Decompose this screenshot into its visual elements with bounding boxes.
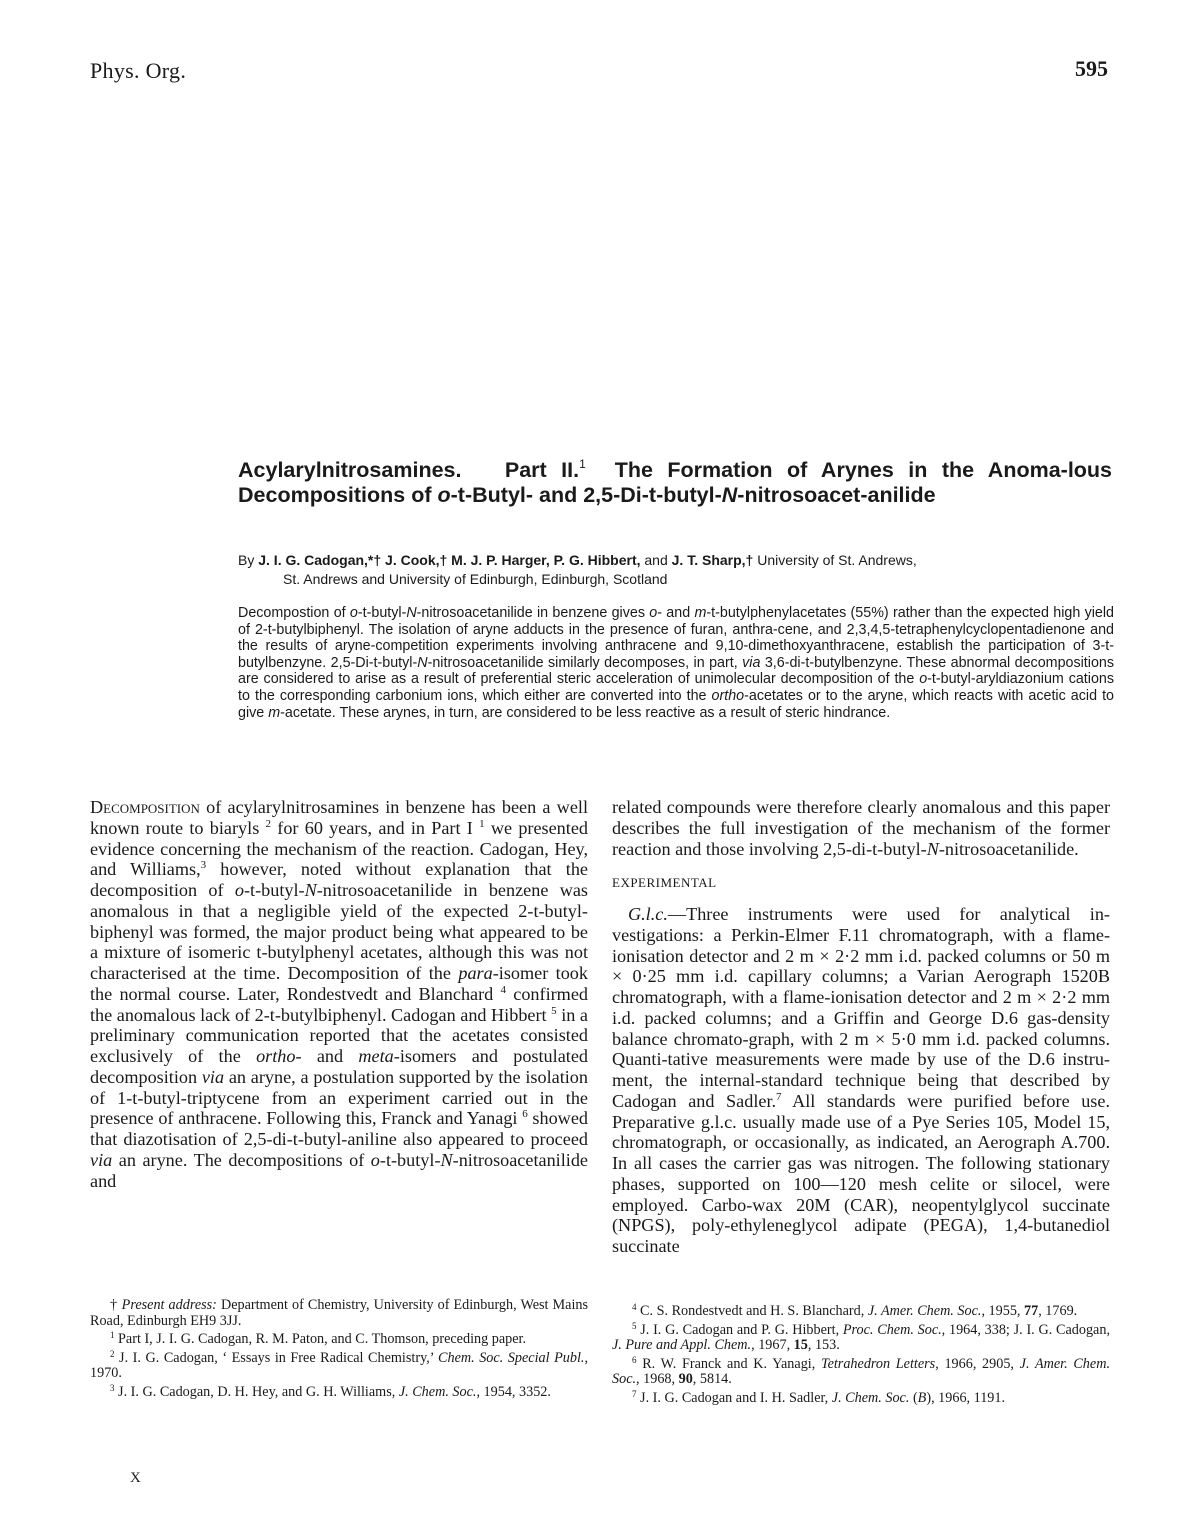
footnote-6 xyxy=(612,1354,1110,1388)
footnote-text: ), 1966, 1191. xyxy=(926,1389,1006,1406)
footnote-italic: Present address: xyxy=(121,1297,217,1313)
footnote-mark: 3 xyxy=(110,1382,115,1393)
footnote-volume: 90 xyxy=(678,1371,693,1388)
body-italic: via xyxy=(90,1149,113,1170)
citation-mark: 6 xyxy=(522,1108,528,1121)
body-text: for 60 years, and in Part I xyxy=(271,817,480,838)
page-number: 595 xyxy=(1075,56,1108,81)
footnote-text: , 1955, xyxy=(981,1303,1024,1319)
title-part-a: Acylarylnitrosamines. xyxy=(238,458,462,482)
footnote-mark: 2 xyxy=(110,1348,115,1359)
abstract-italic: o xyxy=(649,605,658,621)
body-italic: via xyxy=(201,1066,225,1087)
author-block xyxy=(238,551,1118,589)
footnote-text: , 1966, 2905, xyxy=(935,1355,1020,1372)
body-text: - and xyxy=(295,1046,359,1066)
body-text: —Three instruments were used for analytical in-vestigations: a Perkin-Elmer F.11 chromatograph, with a flame-ionisation detector and 2 m × 2·2 mm i.d. packed columns or 50 m × 0·25 mm i.d. capillary columns; a Varian Aerograph 1520B chromatograph, with a flame-ionisation detector and 2 m × 2·2 mm i.d. packed columns; and a Griffin and George D.6 gas-density balance chromato-graph, with 2 m × 5·0 mm i.d. packed columns. Quanti-tative measurements were made by use of the D.6 instru-ment, the internal-standard technique being that described by Cadogan and Sadler. xyxy=(612,904,1110,1111)
abstract-text: Decompostion of xyxy=(238,605,350,621)
abstract-text: - and xyxy=(657,605,695,621)
footnote-text: J. I. G. Cadogan and I. H. Sadler, xyxy=(636,1389,832,1406)
footnote-5 xyxy=(612,1320,1110,1354)
author-names: J. I. G. Cadogan,*† J. Cook,† M. J. P. Harger, P. G. Hibbert, xyxy=(258,552,641,568)
footnote-text: , 1968, xyxy=(636,1371,679,1388)
footnote-text: , 153. xyxy=(807,1337,840,1354)
continued-paragraph xyxy=(612,797,1110,859)
footnote-4 xyxy=(612,1304,1110,1320)
footnote-1 xyxy=(90,1332,588,1348)
abstract-italic: m xyxy=(694,605,707,621)
body-italic: N xyxy=(926,838,939,859)
title-part-g: -nitrosoacet-anilide xyxy=(737,483,936,507)
glc-paragraph xyxy=(612,904,1110,1257)
footnote-mark: 4 xyxy=(632,1302,637,1312)
footnote-volume: 77 xyxy=(1024,1303,1039,1319)
and-word: and xyxy=(644,552,668,568)
abstract-text: -t-butylphenylacetates (55%) rather than the expected high yield of 2-t-butylbiphenyl. The isolation of aryne adducts in the presence of furan, anthra-cene, and 2,3,4,5-tetraphenylcyclopentadienone and the results of aryne-competition experiments involving anthracene and 9,10-dimethoxyanthracene, establish the participation of 3-t-butylbenzyne. 2,5-Di-t-butyl- xyxy=(238,605,1114,671)
body-italic: para xyxy=(458,963,493,983)
body-italic: N xyxy=(304,880,317,900)
body-column-right xyxy=(612,797,1110,1257)
affiliation-line-1: University of St. Andrews, xyxy=(757,552,917,568)
footnote-present-address xyxy=(90,1298,588,1329)
footnote-text: C. S. Rondestvedt and H. S. Blanchard, xyxy=(636,1303,868,1319)
body-italic: o xyxy=(370,1149,380,1170)
abstract-italic: via xyxy=(742,654,761,671)
abstract-text: -t-butyl- xyxy=(357,605,407,621)
citation-mark: 5 xyxy=(551,1004,557,1017)
footnote-text: J. I. G. Cadogan, ‘ Essays in Free Radical Chemistry,’ xyxy=(114,1349,439,1366)
footnote-text: , 1964, 338; J. I. G. Cadogan, xyxy=(941,1321,1110,1338)
footnote-italic: J. Chem. Soc. xyxy=(398,1383,477,1400)
abstract-italic: m xyxy=(268,704,281,721)
body-text: -nitrosoacetanilide and xyxy=(90,1149,588,1191)
intro-drop-word: Decomposition xyxy=(90,797,200,817)
body-italic: o xyxy=(234,880,244,900)
title-ortho-prefix: o xyxy=(437,483,451,507)
body-text: -t-butyl- xyxy=(379,1149,441,1170)
body-text: however, noted without explanation that the decomposition of xyxy=(90,859,588,900)
abstract-italic: ortho xyxy=(711,687,745,704)
body-text: -isomer took the normal course. Later, Rondestvedt and Blanchard xyxy=(90,963,588,1004)
footnote-text: J. I. G. Cadogan, D. H. Hey, and G. H. Williams, xyxy=(114,1383,399,1400)
title-part-b: Part II. xyxy=(504,458,580,482)
footnote-italic: J. Chem. Soc. xyxy=(831,1389,910,1406)
body-italic: meta xyxy=(358,1046,394,1066)
last-author-name: J. T. Sharp,† xyxy=(671,552,754,568)
abstract-text: -acetate. These arynes, in turn, are considered to be less reactive as a result of steric hindrance. xyxy=(280,704,891,721)
body-italic: N xyxy=(440,1149,453,1170)
abstract-italic: o xyxy=(349,605,358,621)
footnote-italic: J. Pure and Appl. Chem. xyxy=(612,1337,752,1354)
footnote-text: J. I. G. Cadogan and P. G. Hibbert, xyxy=(636,1321,843,1338)
footnote-text: , 1954, 3352. xyxy=(476,1383,551,1400)
footnote-italic: B xyxy=(917,1389,927,1406)
intro-paragraph xyxy=(90,797,588,1191)
abstract-text: -nitrosoacetanilide similarly decomposes, in part, xyxy=(427,654,743,671)
body-text: in a preliminary communication reported that the acetates consisted exclusively of the xyxy=(90,1004,588,1066)
footnote-italic: J. Amer. Chem. Soc. xyxy=(612,1355,1110,1388)
run-in-heading: G.l.c. xyxy=(628,904,668,924)
footnote-text: ( xyxy=(909,1389,918,1406)
footnote-italic: J. Amer. Chem. Soc. xyxy=(867,1303,982,1319)
abstract-italic: N xyxy=(417,654,428,671)
footnote-text: , 1970. xyxy=(90,1349,588,1382)
affiliation-line-2: St. Andrews and University of Edinburgh, Edinburgh, Scotland xyxy=(283,571,668,587)
title-reference-mark: 1 xyxy=(579,457,586,471)
title-part-c: The Formation of Arynes in the Anoma-lous Decompositions of xyxy=(238,458,1113,507)
footnote-text: R. W. Franck and K. Yanagi, xyxy=(636,1355,821,1372)
citation-mark: 7 xyxy=(776,1090,782,1103)
footnotes-right xyxy=(612,1304,1110,1410)
body-text: an aryne. The decompositions of xyxy=(112,1149,371,1170)
body-text: showed that diazotisation of 2,5-di-t-butyl-aniline also appeared to proceed xyxy=(90,1108,588,1149)
title-n-prefix: N xyxy=(721,483,738,507)
body-italic: ortho xyxy=(256,1046,296,1066)
abstract-italic: o xyxy=(919,671,928,688)
citation-mark: 4 xyxy=(500,983,507,996)
citation-mark: 1 xyxy=(479,817,485,830)
footnote-mark: † xyxy=(110,1297,118,1313)
footnote-3 xyxy=(90,1382,588,1401)
journal-section-label: Phys. Org. xyxy=(90,58,187,83)
footnote-volume: 15 xyxy=(793,1337,808,1354)
footnote-mark: 7 xyxy=(632,1388,637,1399)
abstract xyxy=(238,605,1114,721)
body-text: of acylarylnitrosamines in benzene has been a well known route to biaryls xyxy=(90,797,588,838)
abstract-text: 3,6-di-t-butylbenzyne. These abnormal decompositions are considered to arise as a result of preferential steric acceleration of unimolecular decomposition of the xyxy=(238,654,1114,688)
body-text: confirmed the anomalous lack of 2-t-butylbiphenyl. Cadogan and Hibbert xyxy=(90,983,588,1025)
abstract-text: -acetates or to the aryne, which reacts with acetic acid to give xyxy=(238,687,1114,721)
footnote-italic: Tetrahedron Letters xyxy=(820,1355,936,1372)
body-text: All standards were purified before use. Preparative g.l.c. usually made use of a Pye Series 105, Model 15, chromatograph, or occasionally, as indicated, an Aerograph A.700. In all cases the carrier gas was nitrogen. The following stationary phases, supported on 100—120 mesh celite or silocel, were employed. Carbo-wax 20M (CAR), neopentylglycol succinate (NPGS), poly-ethyleneglycol adipate (PEGA), 1,4-butanediol succinate xyxy=(612,1090,1110,1256)
title-part-e: -t-Butyl- and 2,5-Di-t-butyl- xyxy=(450,483,722,507)
footnote-text: Part I, J. I. G. Cadogan, R. M. Paton, and C. Thomson, preceding paper. xyxy=(114,1331,527,1348)
footnote-text: , 1967, xyxy=(751,1337,794,1354)
section-heading-experimental: EXPERIMENTAL xyxy=(612,875,717,891)
article-title xyxy=(238,452,1112,508)
footnote-mark: 1 xyxy=(110,1330,115,1341)
body-text: related compounds were therefore clearly anomalous and this paper describes the full investigation of the mechanism of the former reaction and those involving 2,5-di-t-butyl- xyxy=(612,797,1110,859)
abstract-italic: N xyxy=(406,605,417,621)
abstract-text: -nitrosoacetanilide in benzene gives xyxy=(416,605,650,621)
signature-mark: X xyxy=(130,1470,141,1486)
body-text: -isomers and postulated decomposition xyxy=(90,1046,588,1087)
body-text: we presented evidence concerning the mechanism of the reaction. Cadogan, Hey, and Williams, xyxy=(90,817,589,880)
body-text: an aryne, a postulation supported by the isolation of 1-t-butyl-triptycene from an experiment carried out in the presence of anthracene. Following this, Franck and Yanagi xyxy=(90,1066,588,1129)
by-label: By xyxy=(238,552,255,568)
body-text: -t-butyl- xyxy=(243,880,305,900)
footnote-text: , 5814. xyxy=(692,1371,732,1388)
citation-mark: 3 xyxy=(200,859,207,872)
footnote-mark: 5 xyxy=(632,1320,637,1331)
footnotes-left xyxy=(90,1298,588,1404)
abstract-text: -t-butyl-aryldiazonium cations to the corresponding carbonium ions, which either are converted into the xyxy=(238,671,1114,704)
footnote-text: Department of Chemistry, University of Edinburgh, West Mains Road, Edinburgh EH9 3JJ. xyxy=(90,1297,589,1329)
citation-mark: 2 xyxy=(265,817,272,830)
body-text: -nitrosoacetanilide. xyxy=(938,838,1079,859)
footnote-italic: Proc. Chem. Soc. xyxy=(842,1321,942,1338)
footnote-mark: 6 xyxy=(632,1354,637,1365)
footnote-text: , 1769. xyxy=(1038,1303,1078,1319)
body-column-left xyxy=(90,797,588,1191)
footnote-2 xyxy=(90,1348,588,1382)
footnote-7 xyxy=(612,1388,1110,1407)
body-text: -nitrosoacetanilide in benzene was anomalous in that a negligible yield of the expected 2-t-butyl-biphenyl was formed, the major product being what appeared to be a mixture of isomeric t-butylphenyl acetates, although this was not characterised at the time. Decomposition of the xyxy=(90,880,589,983)
footnote-italic: Chem. Soc. Special Publ. xyxy=(438,1349,585,1366)
